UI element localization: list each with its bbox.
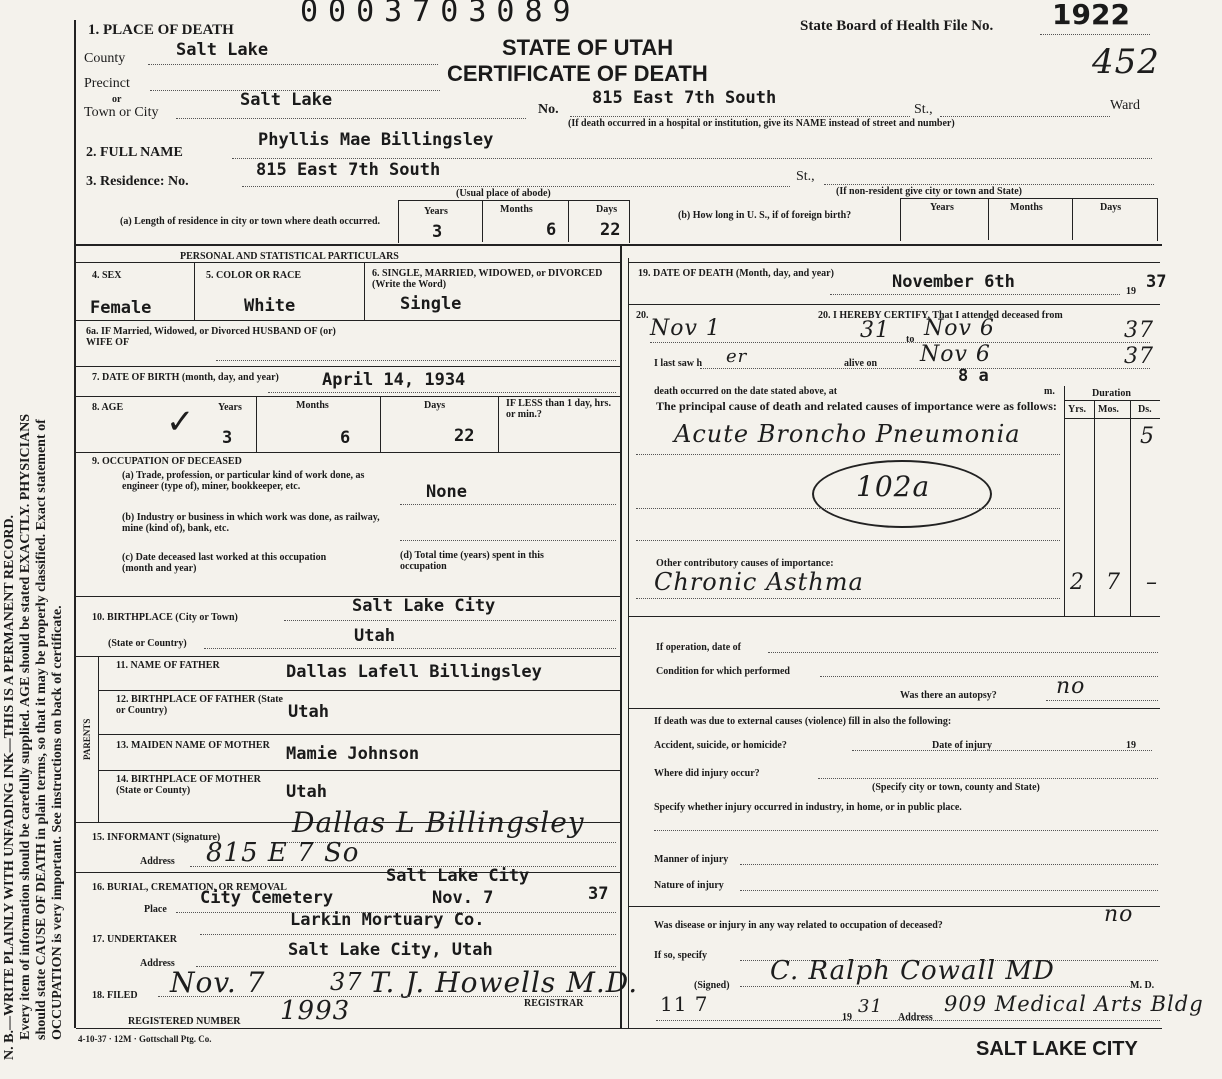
informant-signature: Dallas L Billingsley [292,806,585,839]
mother-label: 13. MAIDEN NAME OF MOTHER [116,740,270,751]
certify-from: Nov 1 [650,316,721,341]
last-saw-label: I last saw h [654,358,703,369]
residence-value: 815 East 7th South [256,160,441,180]
informant-address: 815 E 7 So [206,838,360,868]
residence-st-label: St., [796,169,815,184]
undertaker-value: Larkin Mortuary Co. [290,910,485,930]
sig-address-label: Address [898,1012,933,1023]
cause-code: 102a [856,470,931,503]
signature-address: 909 Medical Arts Bldg [944,992,1204,1016]
nature-label: Nature of injury [654,880,724,891]
certify-text: 20. I HEREBY CERTIFY, That I attended deceased from [818,310,1063,321]
signature-date: 11 7 [660,992,709,1016]
sex-value: Female [90,298,152,318]
specify-injury-label: Specify whether injury occurred in industry, in home, or in public place. [654,802,962,813]
personal-header: PERSONAL AND STATISTICAL PARTICULARS [180,251,399,262]
contrib-yrs: 2 [1070,570,1085,595]
precinct-label: Precinct [84,76,130,91]
dur-mos-label: Mos. [1098,404,1119,415]
us-residence-label: (b) How long in U. S., if of foreign birth? [678,210,852,221]
father-birthplace-label: 12. BIRTHPLACE OF FATHER (State or Country) [116,694,283,716]
date-of-death-value: November 6th [892,272,1015,292]
state-file-number: 1922 [1052,0,1130,31]
contributory-label: Other contributory causes of importance: [656,558,834,569]
m-label: m. [1044,386,1055,397]
st-label: St., [914,102,933,117]
sideline-instructions-2: should state CAUSE OF DEATH in plain terms, so that it may be properly classified. Exact statement of [34,419,49,1040]
filed-date: Nov. 7 [170,966,266,999]
dob-value: April 14, 1934 [322,370,466,390]
usual-abode-note: (Usual place of abode) [456,188,551,199]
sideline-instructions-3: OCCUPATION is very important. See instructions on back of certificate. [50,605,65,1040]
ward-label: Ward [1110,98,1140,113]
nonresident-note: (If non-resident give city or town and State) [836,186,1023,197]
place-of-death-label: 1. PLACE OF DEATH [88,22,234,38]
birthplace-state: Utah [354,626,395,646]
filed-label: 18. FILED [92,990,138,1001]
parents-label: PARENTS [82,718,92,760]
age-less-label: IF LESS than 1 day, hrs. or min.? [506,398,611,420]
primary-cause-days: 5 [1140,424,1155,449]
us-months-label: Months [1010,202,1043,213]
marital-value: Single [400,294,462,314]
primary-cause: Acute Broncho Pneumonia [674,420,1021,448]
age-days-value: 22 [454,426,475,446]
occupation-a-value: None [426,482,467,502]
certify-label: 20. [636,310,649,321]
death-address: 815 East 7th South [592,88,777,108]
autopsy-value: no [1056,674,1086,699]
death-time: 8 a [958,366,989,386]
county-value: Salt Lake [176,40,269,60]
state-title: STATE OF UTAH [502,35,674,60]
age-months-label: Months [296,400,329,411]
occupation-d-label: (d) Total time (years) spent in this occupation [400,550,544,572]
burial-label: 16. BURIAL, CREMATION, OR REMOVAL [92,882,287,893]
burial-place-label: Place [144,904,167,915]
duration-label: Duration [1092,388,1131,399]
age-years-value: 3 [222,428,233,448]
dur-yrs-label: Yrs. [1068,404,1087,415]
or-label: or [112,94,122,105]
burial-date: Nov. 7 [432,888,494,908]
date-of-death-label: 19. DATE OF DEATH (Month, day, and year) [638,268,834,279]
res-days-label: Days [596,204,618,215]
dob-label: 7. DATE OF BIRTH (month, day, and year) [92,372,279,383]
res-years-value: 3 [432,222,443,242]
age-months-value: 6 [340,428,351,448]
informant-address-label: Address [140,856,175,867]
birthplace-label: 10. BIRTHPLACE (City or Town) [92,612,238,623]
undertaker-label: 17. UNDERTAKER [92,934,178,945]
us-days-label: Days [1100,202,1122,213]
birthplace-city: Salt Lake City [352,596,496,616]
full-name-label: 2. FULL NAME [86,145,183,160]
burial-year: 37 [588,884,609,904]
informant-label: 15. INFORMANT (Signature) [92,832,221,843]
death-occurred-label: death occurred on the date stated above, at [654,386,838,397]
race-value: White [244,296,296,316]
mother-birthplace-value: Utah [286,782,327,802]
address-no-label: No. [538,102,559,117]
filed-year: 37 [330,968,363,996]
accident-label: Accident, suicide, or homicide? [654,740,787,751]
certificate-title: CERTIFICATE OF DEATH [447,61,708,86]
alive-on-label: alive on [844,358,878,369]
autopsy-label: Was there an autopsy? [900,690,997,701]
town-label: Town or City [84,105,159,120]
father-birthplace-value: Utah [288,702,329,722]
father-label: 11. NAME OF FATHER [116,660,220,671]
age-label: 8. AGE [92,402,124,413]
where-injury-label: Where did injury occur? [654,768,760,779]
mother-value: Mamie Johnson [286,744,420,764]
death-year: 37 [1146,272,1167,292]
contrib-mos: 7 [1106,570,1121,595]
state-file-label: State Board of Health File No. [800,18,994,34]
registered-number-label: REGISTERED NUMBER [128,1016,241,1027]
certify-from-year: 31 [860,318,890,343]
father-value: Dallas Lafell Billingsley [286,662,542,682]
hospital-note: (If death occurred in a hospital or institution, give its NAME instead of street and number) [568,118,955,129]
principal-cause-label: The principal cause of death and related causes of importance were as follows: [656,399,1057,413]
signature-year: 31 [858,996,883,1017]
us-years-label: Years [930,202,954,213]
res-months-label: Months [500,204,533,215]
length-of-residence-label: (a) Length of residence in city or town where death occurred. [120,216,381,227]
sideline-instructions-1: Every item of information should be carefully supplied. AGE should be stated EXACTLY. PHYSICIANS [18,413,33,1040]
injury-date-label: Date of injury [932,740,992,751]
dur-ds-label: Ds. [1138,404,1152,415]
external-causes-label: If death was due to external causes (violence) fill in also the following: [654,716,952,727]
mother-birthplace-label: 14. BIRTHPLACE OF MOTHER (State or County) [116,774,261,796]
state-file-handwritten: 452 [1092,42,1160,82]
last-saw-value: er [726,346,748,367]
sig-year-prefix: 19 [842,1012,852,1023]
burial-place: City Cemetery [200,888,334,908]
burial-city: Salt Lake City [386,866,530,886]
registered-number: 1993 [280,996,351,1026]
occupation-a-label: (a) Trade, profession, or particular kind of work done, as engineer (type of), miner, bookkeeper, etc. [122,470,365,492]
alive-on-value: Nov 6 [920,342,991,367]
age-days-label: Days [424,400,446,411]
contrib-ds: – [1146,570,1158,595]
md-label: M. D. [1130,980,1155,991]
res-years-label: Years [424,206,448,217]
serial-number: 0003703089 [300,0,581,29]
related-label: Was disease or injury in any way related to occupation of deceased? [654,920,943,931]
undertaker-address-label: Address [140,958,175,969]
occupation-b-label: (b) Industry or business in which work was done, as railway, mine (kind of), bank, etc. [122,512,380,534]
certify-to: Nov 6 [924,316,995,341]
physician-signature: C. Ralph Cowall MD [770,956,1055,986]
town-value: Salt Lake [240,90,333,110]
ifso-label: If so, specify [654,950,708,961]
occupation-label: 9. OCCUPATION OF DECEASED [92,456,242,467]
injury-year-label: 19 [1126,740,1136,751]
full-name-value: Phyllis Mae Billingsley [258,130,494,150]
certify-to-label: to [906,334,915,345]
contributory-cause: Chronic Asthma [654,568,864,596]
occupation-c-label: (c) Date deceased last worked at this occupation (month and year) [122,552,327,574]
alive-year: 37 [1124,344,1154,369]
sex-label: 4. SEX [92,270,122,281]
county-label: County [84,51,126,66]
signed-label: (Signed) [694,980,730,991]
birthplace-state-label: (State or Country) [108,638,187,649]
res-days-value: 22 [600,220,621,240]
registrar-signature: T. J. Howells M.D. [370,966,639,999]
specify-place-label: (Specify city or town, county and State) [872,782,1040,793]
condition-label: Condition for which performed [656,666,790,677]
city-stamp: SALT LAKE CITY [976,1038,1138,1060]
race-label: 5. COLOR OR RACE [206,270,302,281]
marital-label: 6. SINGLE, MARRIED, WIDOWED, or DIVORCED (Write the Word) [372,268,603,290]
printer-line: 4-10-37 · 12M · Gottschall Ptg. Co. [78,1034,212,1044]
undertaker-address: Salt Lake City, Utah [288,940,493,960]
age-years-label: Years [218,402,242,413]
spouse-label: 6a. IF Married, Widowed, or Divorced HUSBAND OF (or) WIFE OF [86,326,336,348]
manner-label: Manner of injury [654,854,729,865]
sideline-warning: N. B.—WRITE PLAINLY WITH UNFADING INK—THIS IS A PERMANENT RECORD. [2,514,17,1060]
age-checkmark: ✓ [166,402,196,442]
operation-label: If operation, date of [656,642,741,653]
certify-to-year: 37 [1124,318,1154,343]
res-months-value: 6 [546,220,557,240]
related-value: no [1104,902,1134,927]
registrar-label: REGISTRAR [524,998,584,1009]
residence-label: 3. Residence: No. [86,174,189,189]
death-year-prefix: 19 [1126,286,1136,297]
